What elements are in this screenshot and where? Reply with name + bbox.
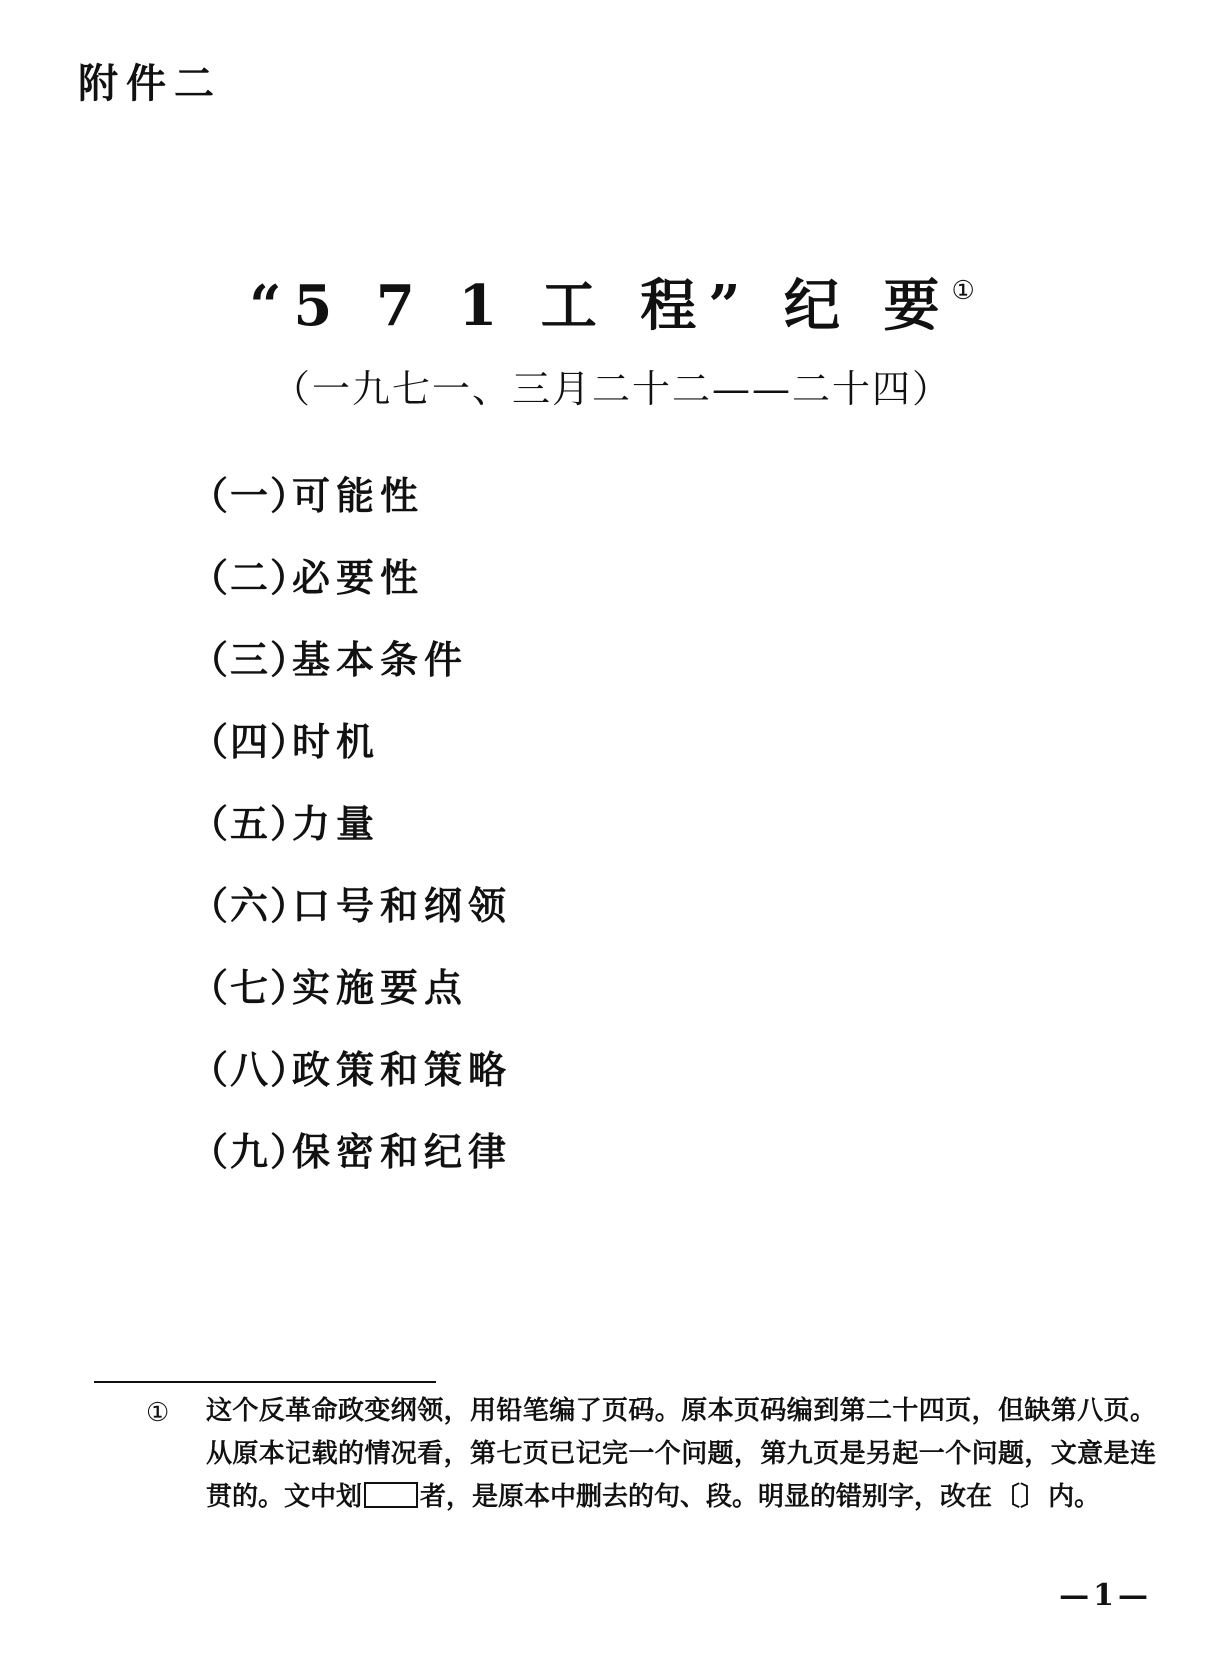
- toc-item-number: （五）: [190, 801, 311, 846]
- bracket-open: 〔: [994, 1482, 1021, 1512]
- toc-item-text: 保密和纪律: [292, 1129, 513, 1174]
- toc-item-text: 实施要点: [292, 965, 469, 1010]
- toc-item-text: 基本条件: [292, 637, 469, 682]
- toc-item: [190, 880, 512, 962]
- toc-item: [190, 716, 512, 798]
- footnote-text-part1: 这个反革命政变纲领，用铅笔编了页码。原本页码编到第二十四页，但缺第八页。从原本记载的情况看，第七页已记完一个问题，第九页是另起一个问题，文意是连贯的。文中划: [206, 1396, 1156, 1512]
- footnote-mark: ①: [146, 1398, 170, 1428]
- toc-item-number: （四）: [190, 719, 311, 764]
- toc-item-number: （八）: [190, 1047, 311, 1092]
- toc-item-number: （一）: [190, 473, 311, 518]
- toc-item-text: 力量: [292, 801, 381, 846]
- toc-item: [190, 552, 512, 634]
- attachment-label: 附件二: [78, 60, 222, 107]
- correction-bracket-symbol: [994, 1476, 1046, 1519]
- footnote-text-part2: 者，是原本中删去的句、段。明显的错别字，改在: [420, 1482, 993, 1512]
- title-footnote-ref[interactable]: ①: [951, 276, 975, 306]
- page-number: —1—: [1059, 1578, 1152, 1613]
- toc-item-text: 时机: [292, 719, 381, 764]
- toc-item-number: （六）: [190, 883, 311, 928]
- toc-item-number: （九）: [190, 1129, 311, 1174]
- toc-item-text: 政策和策略: [292, 1047, 513, 1092]
- bracket-close: 〕: [1020, 1482, 1047, 1512]
- document-date-range: （一九七一、三月二十二——二十四）: [271, 367, 952, 411]
- toc-item: [190, 1044, 512, 1126]
- document-title: [0, 262, 1224, 342]
- toc-item-text: 可能性: [292, 473, 425, 518]
- toc-item-number: （三）: [190, 637, 311, 682]
- toc-item-number: （二）: [190, 555, 311, 600]
- footnote-divider: [94, 1381, 436, 1383]
- deleted-text-box-symbol: [364, 1482, 418, 1508]
- table-of-contents: [190, 470, 512, 1208]
- footnote-text-part3: 内。: [1048, 1482, 1101, 1512]
- toc-item: [190, 470, 512, 552]
- toc-item-number: （七）: [190, 965, 311, 1010]
- document-title-text: “5 7 1 工 程” 纪 要: [249, 273, 952, 339]
- toc-item: [190, 634, 512, 716]
- toc-item-text: 口号和纲领: [292, 883, 513, 928]
- toc-item: [190, 1126, 512, 1208]
- toc-item: [190, 798, 512, 880]
- toc-item: [190, 962, 512, 1044]
- footnote-text: [206, 1390, 1156, 1519]
- toc-item-text: 必要性: [292, 555, 425, 600]
